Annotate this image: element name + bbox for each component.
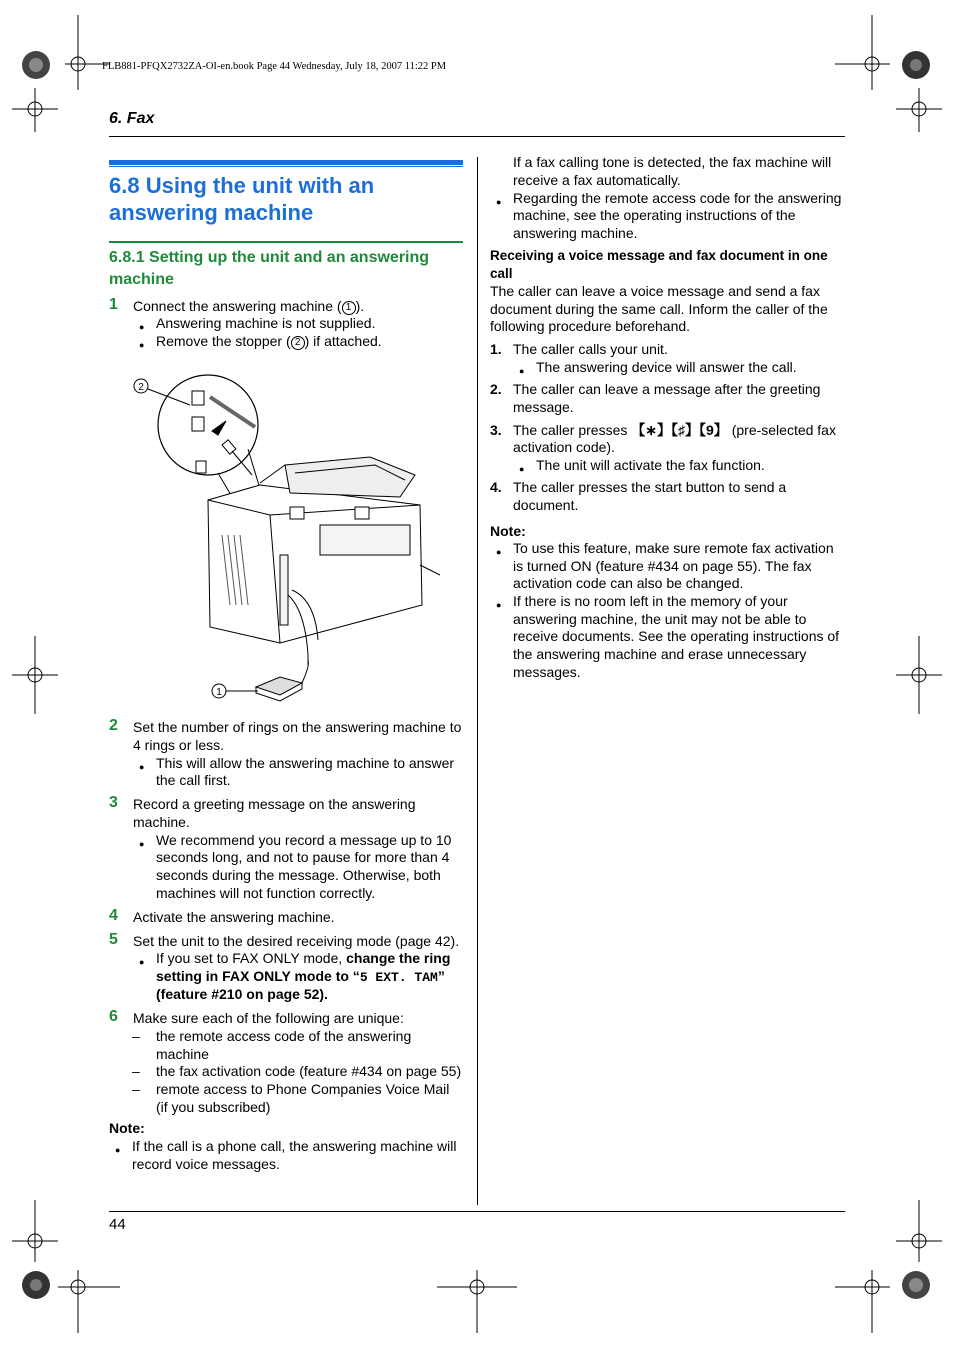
crosshair-icon	[896, 636, 942, 714]
subtitle: 6.8.1 Setting up the unit and an answering machine	[109, 249, 430, 288]
crosshair-icon	[12, 88, 58, 132]
crosshair-icon	[835, 1270, 890, 1333]
title-bar-line	[109, 166, 463, 167]
step-number: 1	[109, 296, 118, 313]
connection-illustration	[130, 365, 470, 710]
crosshair-icon	[896, 1200, 942, 1262]
header-rule	[109, 136, 845, 137]
svg-text:1: 1	[216, 687, 222, 698]
key-sequence: 【∗】【♯】【9】	[631, 422, 728, 438]
svg-text:2: 2	[138, 382, 144, 393]
title-bar	[109, 160, 463, 165]
print-info: FLB881-PFQX2732ZA-OI-en.book Page 44 Wednesday, July 18, 2007 11:22 PM	[102, 61, 447, 72]
crosshair-icon	[896, 88, 942, 132]
crosshair-icon	[12, 1200, 58, 1262]
callout-1	[212, 684, 258, 698]
section-label: 6. Fax	[109, 110, 155, 127]
callout-marker: 2	[291, 336, 305, 350]
page-number: 44	[109, 1216, 126, 1233]
step-number: 5	[109, 931, 118, 948]
page-title: 6.8 Using the unit with an answering machine	[109, 173, 375, 225]
color-target-icon	[902, 1271, 930, 1299]
note-label: Note:	[109, 1120, 145, 1136]
step-number: 6	[109, 1008, 118, 1025]
color-target-icon	[22, 51, 50, 79]
subtitle-rule	[109, 241, 463, 243]
crosshair-icon	[65, 15, 110, 90]
crosshair-icon	[58, 1270, 120, 1333]
crosshair-icon	[835, 15, 890, 90]
callout-marker: 1	[342, 301, 356, 315]
color-target-icon	[902, 51, 930, 79]
footer-rule	[109, 1211, 845, 1212]
note-label: Note:	[490, 523, 526, 539]
crosshair-icon	[437, 1270, 517, 1333]
column-divider	[477, 157, 478, 1205]
step-number: 2	[109, 717, 118, 734]
step-number: 4	[109, 907, 118, 924]
color-target-icon	[22, 1271, 50, 1299]
crosshair-icon	[12, 636, 58, 714]
step-number: 3	[109, 794, 118, 811]
subheading: Receiving a voice message and fax document in one	[490, 248, 828, 263]
